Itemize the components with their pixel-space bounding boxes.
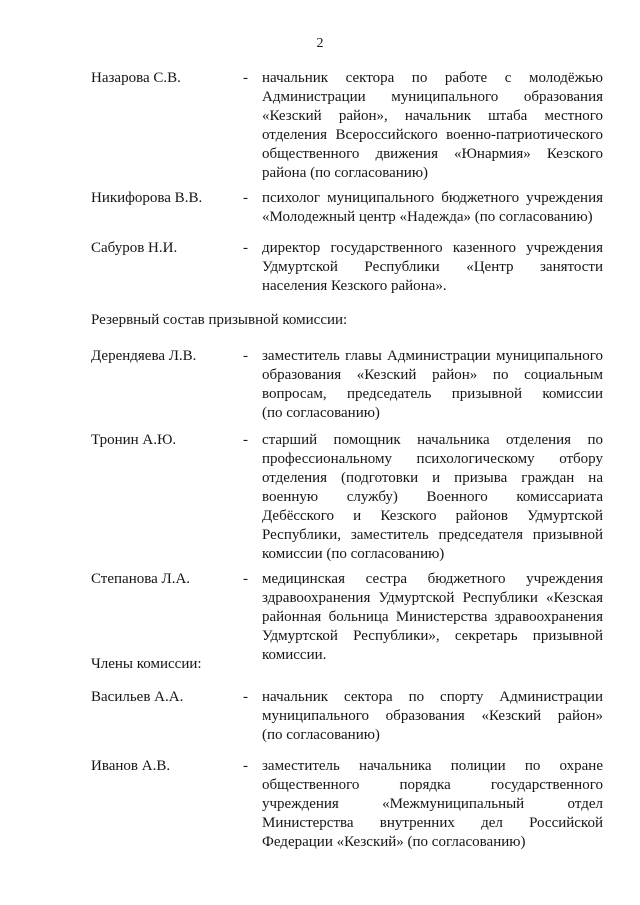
position-line: военную службу) Военного комиссариата [262,489,603,505]
person-name: Степанова Л.А. [91,571,191,587]
position-line: начальник сектора по спорту Администрации [262,689,603,705]
position-line: общественного порядка государственного [262,777,603,793]
dash-separator: - [243,689,248,705]
dash-separator: - [243,432,248,448]
position-line: отделения Всероссийского военно-патриотического [262,127,603,143]
position-line: комиссии. [262,647,327,663]
position-line: комиссии (по согласованию) [262,546,445,562]
position-line: Федерации «Кезский» (по согласованию) [262,834,526,850]
dash-separator: - [243,190,248,206]
dash-separator: - [243,758,248,774]
position-line: профессиональному психологическому отбору [262,451,603,467]
position-line: районная больница Министерства здравоохранения [262,609,603,625]
person-name: Дерендяева Л.В. [91,348,197,364]
position-line: здравоохранения Удмуртской Республики «Кезская [262,590,603,606]
position-line: населения Кезского района». [262,278,447,294]
person-name: Иванов А.В. [91,758,171,774]
person-position [262,69,603,183]
person-name: Сабуров Н.И. [91,240,178,256]
position-line: заместитель главы Администрации муниципального [262,348,603,364]
person-name: Никифорова В.В. [91,190,203,206]
person-position [262,688,603,745]
position-line: Администрации муниципального образования [262,89,603,105]
position-line: директор государственного казенного учреждения [262,240,603,256]
person-name: Тронин А.Ю. [91,432,177,448]
position-line: Дебёсского и Кезского районов Удмуртской [262,508,603,524]
person-position [262,189,603,227]
position-line: (по согласованию) [262,405,380,421]
position-line: Удмуртской Республики», секретарь призывной [262,628,603,644]
person-position [262,431,603,564]
person-name: Васильев А.А. [91,689,184,705]
dash-separator: - [243,240,248,256]
members-heading: Члены комиссии: [91,656,202,672]
position-line: старший помощник начальника отделения по [262,432,603,448]
position-line: вопросам, председатель призывной комиссии [262,386,603,402]
position-line: «Кезский район», начальник штаба местного [262,108,603,124]
person-name: Назарова С.В. [91,70,181,86]
position-line: медицинская сестра бюджетного учреждения [262,571,603,587]
position-line: отделения (подготовки и призыва граждан на [262,470,603,486]
position-line: района (по согласованию) [262,165,429,181]
position-line: психолог муниципального бюджетного учреждения [262,190,603,206]
position-line: Удмуртской Республики «Центр занятости [262,259,603,275]
dash-separator: - [243,70,248,86]
position-line: учреждения «Межмуниципальный отдел [262,796,603,812]
dash-separator: - [243,348,248,364]
position-line: Республики, заместитель председателя призывной [262,527,603,543]
position-line: Министерства внутренних дел Российской [262,815,603,831]
position-line: (по согласованию) [262,727,380,743]
position-line: образования «Кезский район» по социальным [262,367,603,383]
page-number: 2 [316,36,324,51]
reserve-heading: Резервный состав призывной комиссии: [91,312,348,328]
position-line: заместитель начальника полиции по охране [262,758,603,774]
person-position [262,570,603,665]
person-position [262,757,603,852]
position-line: общественного движения «Юнармия» Кезского [262,146,603,162]
person-position [262,347,603,423]
position-line: начальник сектора по работе с молодёжью [262,70,603,86]
position-line: муниципального образования «Кезский район» [262,708,603,724]
dash-separator: - [243,571,248,587]
person-position [262,239,603,296]
position-line: «Молодежный центр «Надежда» (по согласованию) [262,209,593,225]
